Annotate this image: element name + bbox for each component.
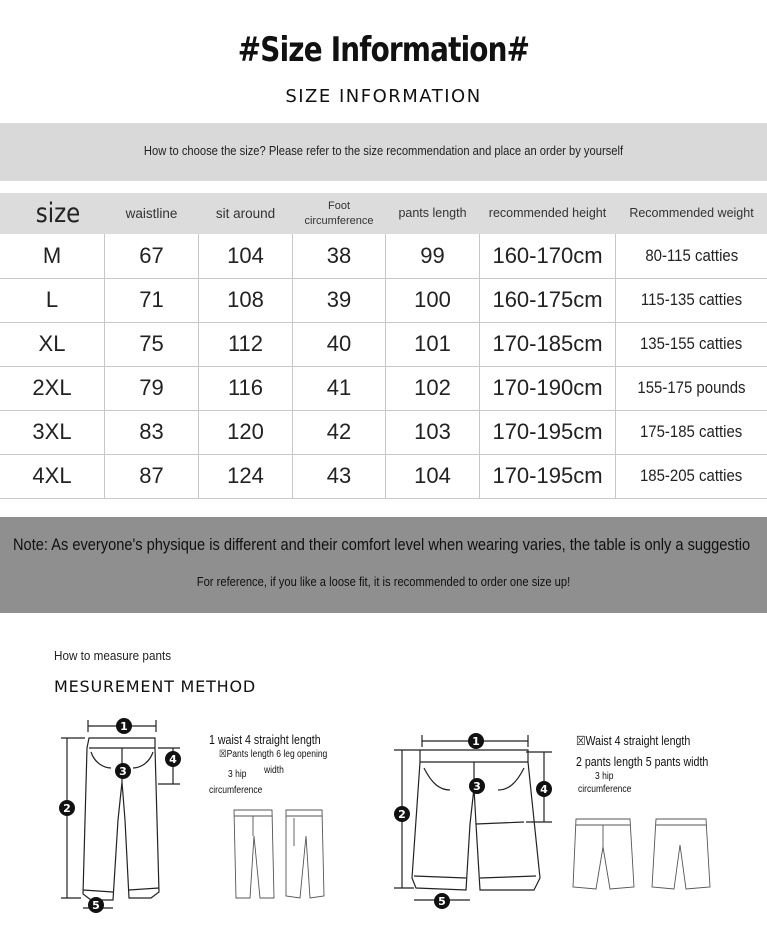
cell-text: 99	[420, 243, 445, 268]
cell-text: 175-185 catties	[640, 422, 743, 441]
cell-text: 80-115 catties	[645, 246, 738, 265]
cell-recommended-weight	[616, 322, 767, 366]
cell-text: 108	[227, 287, 264, 312]
table-row	[0, 322, 767, 367]
col-recommended-height: recommended height	[488, 206, 607, 220]
cell-pants-length	[386, 278, 480, 322]
cell-text: M	[42, 243, 62, 268]
pants-measurement-diagram	[55, 712, 190, 917]
page-subtitle: SIZE INFORMATION	[285, 86, 482, 107]
cell-text: 83	[139, 419, 164, 444]
cell-recommended-weight	[616, 454, 767, 498]
cell-recommended-weight	[616, 366, 767, 410]
pants-legend-line4: 3 hip	[228, 769, 247, 780]
cell-text: 120	[227, 419, 264, 444]
cell-recommended-weight	[616, 278, 767, 322]
pants-legend-line3: width	[264, 765, 284, 776]
table-row	[0, 366, 767, 411]
cell-sit-around	[199, 278, 293, 322]
cell-waistline	[105, 322, 199, 366]
cell-text: 75	[139, 331, 164, 356]
shorts-thumbnails	[570, 815, 720, 895]
cell-waistline	[105, 454, 199, 498]
cell-sit-around	[199, 366, 293, 410]
col-waistline: waistline	[125, 206, 178, 221]
cell-text: 170-195cm	[492, 463, 603, 488]
cell-foot-circumference	[293, 366, 386, 410]
cell-text: 170-185cm	[492, 331, 603, 356]
cell-text: 40	[326, 331, 352, 356]
cell-recommended-height	[480, 234, 616, 278]
col-size: size	[35, 198, 81, 229]
cell-sit-around	[199, 234, 293, 278]
cell-text: 79	[139, 375, 164, 400]
marker-3: 3	[119, 765, 127, 778]
cell-text: 116	[227, 375, 264, 400]
cell-text: 185-205 catties	[640, 466, 743, 485]
shorts-marker-3: 3	[473, 780, 481, 793]
cell-text: 42	[326, 419, 352, 444]
cell-size	[0, 366, 105, 410]
pants-legend-line5: circumference	[209, 785, 263, 796]
cell-text: 155-175 pounds	[637, 378, 746, 397]
cell-text: 112	[227, 331, 264, 356]
cell-size	[0, 234, 105, 278]
cell-recommended-height	[480, 366, 616, 410]
col-pants-length: pants length	[398, 206, 467, 220]
marker-2: 2	[63, 802, 71, 815]
note-reference: For reference, if you like a loose fit, it is recommended to order one size up!	[196, 574, 571, 589]
cell-foot-circumference	[293, 454, 386, 498]
cell-pants-length	[386, 322, 480, 366]
table-row	[0, 234, 767, 279]
cell-text: 160-175cm	[492, 287, 603, 312]
cell-size	[0, 278, 105, 322]
shorts-marker-2: 2	[398, 808, 406, 821]
cell-size	[0, 410, 105, 454]
cell-foot-circumference	[293, 278, 386, 322]
cell-text: 160-170cm	[492, 243, 603, 268]
marker-4: 4	[169, 753, 177, 766]
guide-text: How to choose the size? Please refer to the size recommendation and place an order by yourself	[143, 143, 624, 158]
cell-text: 39	[326, 287, 352, 312]
shorts-measurement-diagram	[390, 728, 555, 913]
marker-5: 5	[92, 899, 100, 912]
note-banner	[0, 517, 767, 613]
table-row	[0, 410, 767, 455]
shorts-marker-5: 5	[438, 895, 446, 908]
cell-text: 103	[414, 419, 451, 444]
cell-recommended-height	[480, 454, 616, 498]
cell-recommended-height	[480, 410, 616, 454]
cell-text: 4XL	[32, 463, 72, 488]
cell-pants-length	[386, 366, 480, 410]
how-to-measure-label: How to measure pants	[54, 648, 172, 663]
shorts-legend-line2: 2 pants length 5 pants width	[576, 755, 709, 769]
cell-size	[0, 322, 105, 366]
cell-text: 135-155 catties	[640, 334, 743, 353]
cell-text: 124	[227, 463, 264, 488]
size-table-header	[0, 193, 767, 234]
shorts-marker-1: 1	[472, 735, 480, 748]
marker-1: 1	[120, 720, 128, 733]
cell-text: 38	[326, 243, 352, 268]
pants-legend-line1: 1 waist 4 straight length	[209, 733, 321, 747]
cell-size	[0, 454, 105, 498]
col-recommended-weight: Recommended weight	[629, 206, 754, 220]
cell-foot-circumference	[293, 410, 386, 454]
shorts-legend-line4: circumference	[578, 784, 632, 795]
cell-text: 67	[139, 243, 164, 268]
cell-text: 43	[326, 463, 352, 488]
cell-text: 104	[227, 243, 264, 268]
cell-recommended-weight	[616, 410, 767, 454]
cell-sit-around	[199, 454, 293, 498]
cell-text: 170-195cm	[492, 419, 603, 444]
cell-foot-circumference	[293, 322, 386, 366]
cell-waistline	[105, 234, 199, 278]
shorts-marker-4: 4	[540, 783, 548, 796]
cell-text: 3XL	[32, 419, 72, 444]
cell-pants-length	[386, 454, 480, 498]
cell-pants-length	[386, 234, 480, 278]
cell-text: 102	[414, 375, 451, 400]
shorts-legend-line3: 3 hip	[595, 771, 614, 782]
cell-waistline	[105, 278, 199, 322]
cell-text: 71	[139, 287, 164, 312]
cell-text: 170-190cm	[492, 375, 603, 400]
measurement-method-heading: MESUREMENT METHOD	[54, 677, 256, 696]
cell-pants-length	[386, 410, 480, 454]
cell-recommended-weight	[616, 234, 767, 278]
cell-text: 41	[326, 375, 352, 400]
cell-text: 87	[139, 463, 164, 488]
cell-recommended-height	[480, 322, 616, 366]
note-text: Note: As everyone's physique is different and their comfort level when wearing varies, the table is only a suggestio	[13, 535, 751, 554]
cell-waistline	[105, 366, 199, 410]
pants-thumbnails	[228, 806, 328, 902]
cell-text: 2XL	[32, 375, 72, 400]
cell-text: L	[45, 287, 59, 312]
guide-banner	[0, 123, 767, 181]
cell-text: XL	[38, 331, 66, 356]
cell-text: 104	[414, 463, 451, 488]
cell-text: 101	[414, 331, 451, 356]
cell-text: 115-135 catties	[640, 290, 743, 309]
col-sit-around: sit around	[215, 206, 276, 221]
cell-sit-around	[199, 410, 293, 454]
cell-sit-around	[199, 322, 293, 366]
cell-waistline	[105, 410, 199, 454]
col-foot-circumference: Foot circumference	[304, 199, 374, 227]
page-title: #Size Information#	[237, 30, 530, 70]
cell-recommended-height	[480, 278, 616, 322]
table-row	[0, 454, 767, 499]
table-row	[0, 278, 767, 323]
pants-legend-line2: ☒Pants length 6 leg opening	[219, 749, 328, 760]
shorts-legend-line1: ☒Waist 4 straight length	[576, 734, 691, 748]
cell-text: 100	[414, 287, 451, 312]
cell-foot-circumference	[293, 234, 386, 278]
